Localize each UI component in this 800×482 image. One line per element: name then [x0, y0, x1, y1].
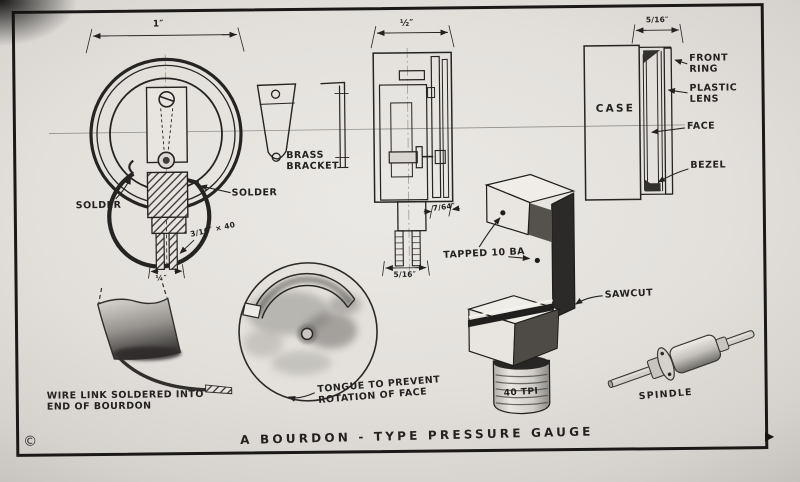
label-plastic-lens: PLASTIC LENS	[689, 82, 738, 106]
label-solder-left: SOLDER	[75, 199, 122, 212]
front-view-art	[86, 28, 247, 280]
side-view-art	[371, 25, 461, 276]
label-spindle: SPINDLE	[638, 386, 694, 403]
drawing-title: A BOURDON - TYPE PRESSURE GAUGE	[240, 424, 594, 448]
drawing-area	[12, 3, 769, 457]
label-wire-link: WIRE LINK SOLDERED INTO END OF BOURDON	[46, 388, 205, 413]
drawing-border-frame	[12, 3, 769, 457]
dim-764-label: 7/64″	[432, 201, 456, 213]
dim-case-lines	[632, 24, 683, 44]
copyright-icon: ©	[23, 433, 38, 450]
label-solder-right: SOLDER	[231, 187, 278, 199]
label-front-ring: FRONT RING	[689, 52, 729, 76]
label-tapped: TAPPED 10 BA	[443, 246, 526, 261]
dim-quarter-label: ¼″	[155, 273, 168, 283]
block-art	[466, 174, 603, 414]
stem-hatched	[147, 172, 188, 269]
dim-case-label: 5/16″	[645, 15, 669, 25]
page-marker-icon: ▶	[765, 429, 775, 443]
dim-1in-lines	[86, 28, 244, 54]
dim-half-label: ½″	[399, 18, 414, 29]
centerlines	[48, 45, 686, 282]
label-case: CASE	[595, 102, 636, 115]
label-tpi: 40 TPI	[503, 386, 539, 399]
thread-note-label: 3/16″ × 40	[189, 220, 236, 239]
dim-1in-label: 1″	[152, 19, 164, 30]
dim-516-side-label: 5/16″	[393, 269, 417, 279]
label-sawcut: SAWCUT	[604, 287, 654, 301]
label-bezel: BEZEL	[690, 159, 727, 171]
label-tongue: TONGUE TO PREVENT ROTATION OF FACE	[316, 374, 441, 407]
wire-link-art	[98, 283, 232, 395]
label-face: FACE	[686, 120, 716, 132]
label-brass-bracket: BRASS BRACKET	[286, 149, 340, 173]
